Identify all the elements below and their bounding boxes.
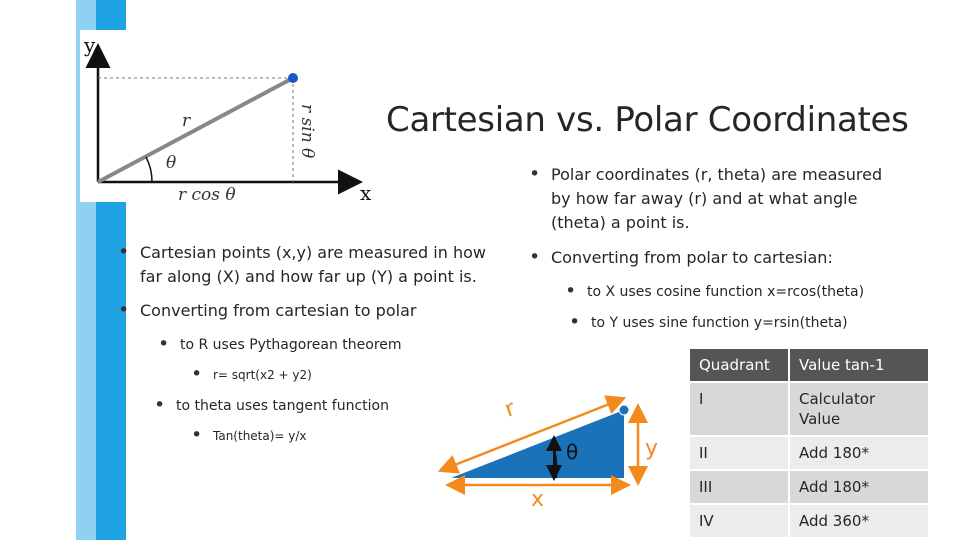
slide-title: Cartesian vs. Polar Coordinates <box>386 100 909 140</box>
bullet-dot: • <box>529 246 541 268</box>
left-bullet-1 <box>118 241 500 289</box>
polar-diagram-svg <box>80 30 375 202</box>
left-bullet-2b <box>154 394 476 418</box>
theta-label: θ <box>166 153 177 173</box>
y-axis-label: y <box>84 33 96 57</box>
point-marker <box>288 73 298 83</box>
table-row <box>690 436 928 470</box>
angle-arc <box>146 157 152 182</box>
x-label: x <box>531 487 545 512</box>
y-label: y <box>645 436 659 461</box>
table-cell: II <box>690 436 789 470</box>
right-bullet-2a-text: to X uses cosine function x=rcos(theta) <box>587 284 865 300</box>
triangle-diagram-svg <box>433 373 688 520</box>
triangle-shape <box>451 410 624 478</box>
table-cell: Calculator Value <box>789 382 928 436</box>
table-cell: Add 180* <box>789 436 928 470</box>
bullet-dot: • <box>118 299 130 321</box>
radius-line <box>98 78 293 182</box>
left-bullet-2a <box>158 333 480 357</box>
bullet-dot: • <box>569 311 581 333</box>
rcos-label: r cos θ <box>178 185 236 202</box>
bullet-dot: • <box>529 163 541 185</box>
left-bullet-2b-text: to theta uses tangent function <box>176 398 389 414</box>
right-bullet-2b-text: to Y uses sine function y=rsin(theta) <box>591 315 848 331</box>
left-bullet-2a-text: to R uses Pythagorean theorem <box>180 337 402 353</box>
table-cell: I <box>690 382 789 436</box>
point-marker <box>619 405 629 415</box>
right-bullet-2 <box>529 246 901 270</box>
left-bullet-2 <box>118 299 500 323</box>
table-header-cell: Value tan-1 <box>789 349 928 382</box>
table-cell: Add 360* <box>789 504 928 538</box>
right-bullet-2b <box>569 311 921 335</box>
table-header-row <box>690 349 928 382</box>
table-row <box>690 382 928 436</box>
table-cell: IV <box>690 504 789 538</box>
triangle-diagram-figure <box>433 373 688 520</box>
left-bullet-2-text: Converting from cartesian to polar <box>140 301 417 320</box>
bullet-dot: • <box>191 363 203 385</box>
right-bullet-1 <box>529 163 901 235</box>
bullet-dot: • <box>565 280 577 302</box>
table-header-cell: Quadrant <box>690 349 789 382</box>
bullet-dot: • <box>154 394 166 416</box>
theta-label: θ <box>566 440 579 464</box>
left-bullet-2b1-text: Tan(theta)= y/x <box>213 429 307 443</box>
rsin-label: r sin θ <box>297 104 317 159</box>
r-label: r <box>182 111 191 131</box>
table-row <box>690 470 928 504</box>
left-bullet-2a1 <box>191 363 413 387</box>
right-bullet-2a <box>565 280 917 304</box>
right-bullet-1-text: Polar coordinates (r, theta) are measured by how far away (r) and at what angle (theta) a point is. <box>551 165 883 232</box>
bullet-dot: • <box>191 424 203 446</box>
quadrant-table <box>690 349 928 539</box>
r-label: r <box>501 396 519 423</box>
table-cell: III <box>690 470 789 504</box>
left-bullet-2b1 <box>191 424 413 448</box>
left-bullet-2a1-text: r= sqrt(x2 + y2) <box>213 368 312 382</box>
left-bullet-1-text: Cartesian points (x,y) are measured in how far along (X) and how far up (Y) a point is. <box>140 243 486 286</box>
table-cell: Add 180* <box>789 470 928 504</box>
x-axis-label: x <box>360 181 372 202</box>
bullet-dot: • <box>158 333 170 355</box>
polar-diagram-figure <box>80 30 375 202</box>
bullet-dot: • <box>118 241 130 263</box>
right-bullet-2-text: Converting from polar to cartesian: <box>551 248 833 267</box>
table-row <box>690 504 928 538</box>
